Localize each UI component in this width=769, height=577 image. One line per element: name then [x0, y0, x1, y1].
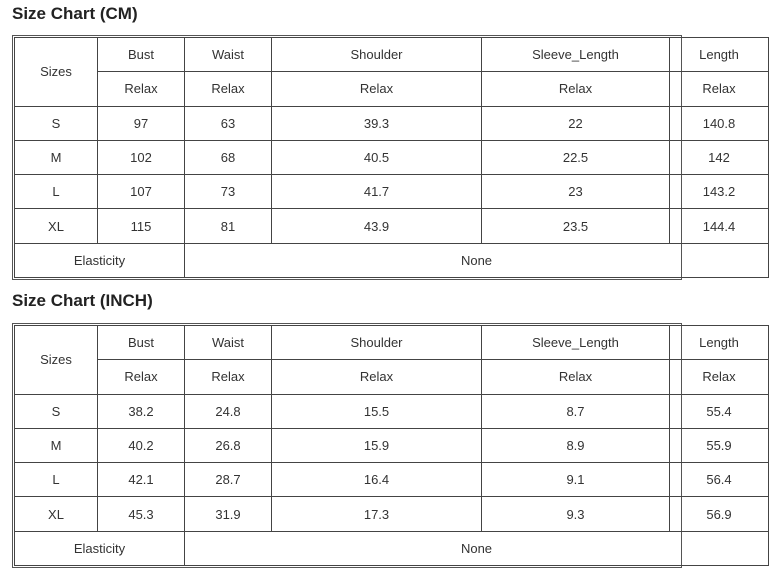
table-cell: 39.3 — [272, 106, 482, 140]
sub-header-cell: Relax — [98, 360, 185, 394]
bust-header: Bust — [98, 38, 185, 72]
table-cell: 42.1 — [98, 463, 185, 497]
table-cell: 55.9 — [670, 428, 769, 462]
table-cell: 17.3 — [272, 497, 482, 531]
table-cell: 63 — [185, 106, 272, 140]
waist-header: Waist — [185, 38, 272, 72]
sub-header-cell: Relax — [670, 360, 769, 394]
elasticity-value: None — [185, 243, 769, 277]
sub-header-row — [15, 72, 769, 106]
elasticity-row — [15, 531, 769, 565]
sleeve-length-header: Sleeve_Length — [482, 38, 670, 72]
table-cell: 102 — [98, 140, 185, 174]
table-cell: 28.7 — [185, 463, 272, 497]
table-cell: 23.5 — [482, 209, 670, 243]
table-cell: 24.8 — [185, 394, 272, 428]
sub-header-cell: Relax — [272, 72, 482, 106]
shoulder-header: Shoulder — [272, 38, 482, 72]
table-cell: 23 — [482, 175, 670, 209]
table-cell: 144.4 — [670, 209, 769, 243]
table-cell: 97 — [98, 106, 185, 140]
table-cell: 68 — [185, 140, 272, 174]
table-cell: 9.3 — [482, 497, 670, 531]
sub-header-cell: Relax — [670, 72, 769, 106]
table-cell: 56.4 — [670, 463, 769, 497]
table-cell: 38.2 — [98, 394, 185, 428]
table-cell: 26.8 — [185, 428, 272, 462]
size-cell: M — [15, 428, 98, 462]
size-cell: XL — [15, 209, 98, 243]
table-cell: 8.7 — [482, 394, 670, 428]
table-cell: 140.8 — [670, 106, 769, 140]
table-cell: 22.5 — [482, 140, 670, 174]
table-row — [15, 175, 769, 209]
sub-header-cell: Relax — [185, 72, 272, 106]
table-row — [15, 106, 769, 140]
sub-header-row — [15, 360, 769, 394]
size-cell: S — [15, 106, 98, 140]
sub-header-cell: Relax — [482, 72, 670, 106]
length-header: Length — [670, 326, 769, 360]
length-header: Length — [670, 38, 769, 72]
size-cell: XL — [15, 497, 98, 531]
size-cell: L — [15, 463, 98, 497]
table-cell: 9.1 — [482, 463, 670, 497]
table-cell: 115 — [98, 209, 185, 243]
sleeve-length-header: Sleeve_Length — [482, 326, 670, 360]
table-row — [15, 497, 769, 531]
table-cell: 31.9 — [185, 497, 272, 531]
table-cell: 40.5 — [272, 140, 482, 174]
sub-header-cell: Relax — [98, 72, 185, 106]
table-cell: 8.9 — [482, 428, 670, 462]
table-cell: 55.4 — [670, 394, 769, 428]
size-chart-cm-table — [12, 35, 739, 280]
table-cell: 73 — [185, 175, 272, 209]
sizes-header: Sizes — [15, 38, 98, 107]
table-cell: 81 — [185, 209, 272, 243]
size-cell: L — [15, 175, 98, 209]
table-cell: 16.4 — [272, 463, 482, 497]
table-cell: 142 — [670, 140, 769, 174]
sizes-header: Sizes — [15, 326, 98, 395]
size-cell: M — [15, 140, 98, 174]
table-row — [15, 428, 769, 462]
elasticity-value: None — [185, 531, 769, 565]
table-cell: 143.2 — [670, 175, 769, 209]
elasticity-label: Elasticity — [15, 531, 185, 565]
sub-header-cell: Relax — [185, 360, 272, 394]
bust-header: Bust — [98, 326, 185, 360]
table-cell: 40.2 — [98, 428, 185, 462]
elasticity-label: Elasticity — [15, 243, 185, 277]
sub-header-cell: Relax — [482, 360, 670, 394]
table-cell: 15.5 — [272, 394, 482, 428]
shoulder-header: Shoulder — [272, 326, 482, 360]
size-chart-inch-title: Size Chart (INCH) — [12, 291, 153, 310]
sub-header-cell: Relax — [272, 360, 482, 394]
table-row — [15, 140, 769, 174]
table-cell: 107 — [98, 175, 185, 209]
table-cell: 22 — [482, 106, 670, 140]
table-row — [15, 463, 769, 497]
table-cell: 43.9 — [272, 209, 482, 243]
header-row — [15, 326, 769, 360]
size-chart-cm-title: Size Chart (CM) — [12, 4, 138, 23]
table-cell: 15.9 — [272, 428, 482, 462]
waist-header: Waist — [185, 326, 272, 360]
table-cell: 56.9 — [670, 497, 769, 531]
table-row — [15, 394, 769, 428]
table-cell: 45.3 — [98, 497, 185, 531]
elasticity-row — [15, 243, 769, 277]
table-cell: 41.7 — [272, 175, 482, 209]
size-chart-inch-table — [12, 323, 739, 568]
table-row — [15, 209, 769, 243]
header-row — [15, 38, 769, 72]
size-cell: S — [15, 394, 98, 428]
